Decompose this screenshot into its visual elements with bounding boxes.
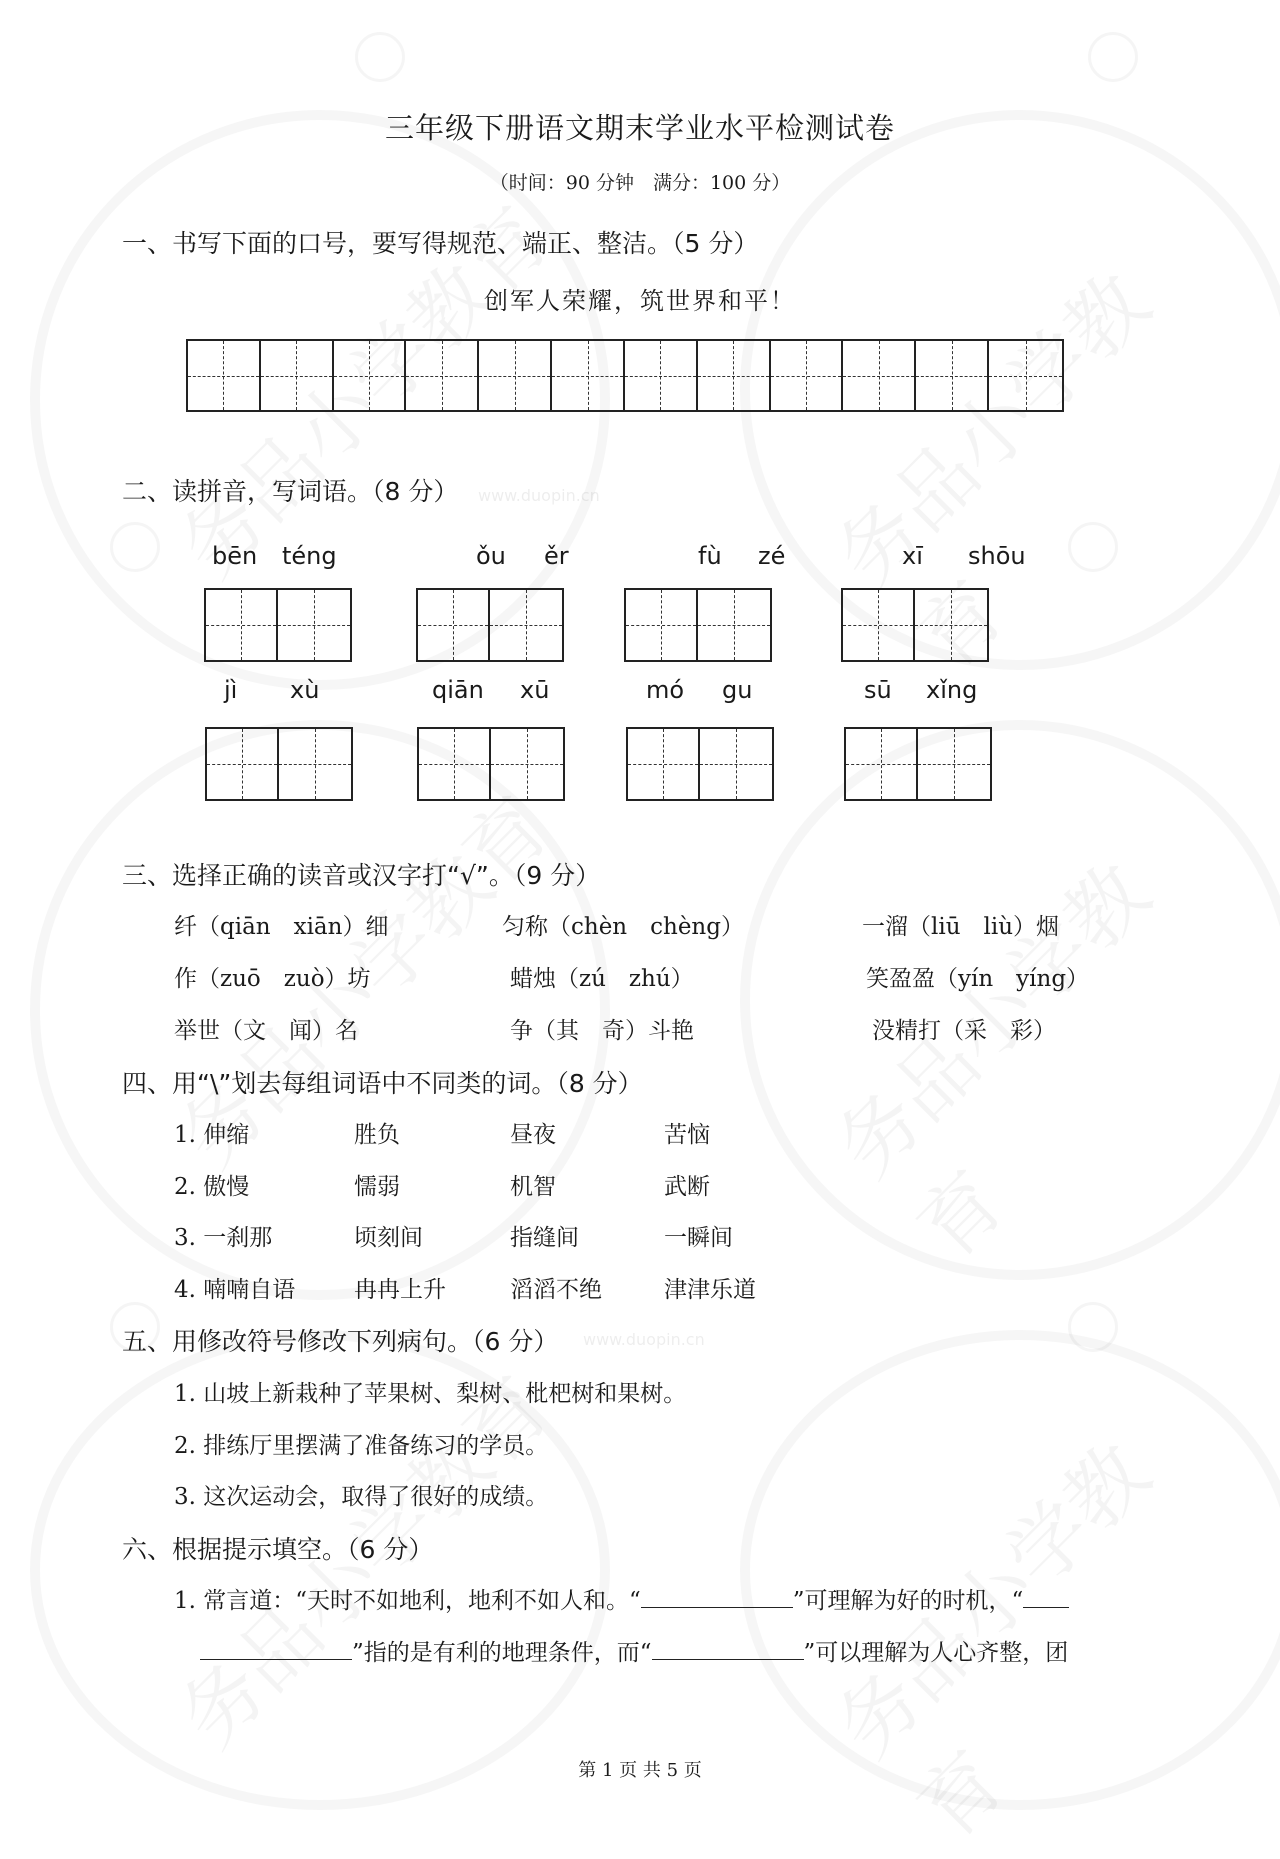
answer-grid[interactable] [844,727,992,801]
page-subtitle: （时间：90 分钟 满分：100 分） [489,172,791,194]
slogan: 创军人荣耀，筑世界和平！ [484,287,796,315]
grid-cell[interactable] [843,341,916,410]
pinyin: shōu [968,542,1026,570]
grid-cell[interactable] [843,590,915,660]
answer-grid[interactable] [204,588,352,662]
choice-item[interactable]: 举世（文 闻）名 [174,1018,358,1044]
pinyin: jì [224,676,238,704]
fill-blank[interactable] [1023,1585,1069,1608]
fill-blank[interactable] [200,1637,352,1660]
grid-cell[interactable] [419,729,491,799]
grid-cell[interactable] [261,341,334,410]
word-item[interactable]: 武断 [664,1174,710,1200]
watermark-site: www.duopin.cn [583,1330,705,1349]
answer-grid[interactable] [416,588,564,662]
word-item[interactable]: 胜负 [354,1122,400,1148]
pinyin: xī [902,542,923,570]
watermark-dot [1088,32,1138,82]
grid-cell[interactable] [698,590,770,660]
watermark-site: www.duopin.cn [478,486,600,505]
sentence-item[interactable]: 3. 这次运动会，取得了很好的成绩。 [174,1484,549,1510]
word-item[interactable]: 1. 伸缩 [174,1122,250,1148]
word-item[interactable]: 懦弱 [354,1174,400,1200]
word-item[interactable]: 滔滔不绝 [510,1277,602,1303]
pinyin: zé [758,542,786,570]
grid-cell[interactable] [279,729,351,799]
grid-cell[interactable] [626,590,698,660]
answer-grid[interactable] [205,727,353,801]
grid-cell[interactable] [628,729,700,799]
pinyin: xǐng [926,676,978,704]
grid-cell[interactable] [406,341,479,410]
fill-blank[interactable] [641,1585,793,1608]
fill-line [174,1582,1069,1615]
pinyin: téng [282,542,337,570]
pinyin: ǒu [476,542,506,570]
grid-cell[interactable] [491,729,563,799]
word-item[interactable]: 苦恼 [664,1122,710,1148]
choice-item[interactable]: 笑盈盈（yín yíng） [866,966,1090,992]
section5-heading: 五、用修改符号修改下列病句。（6 分） [122,1327,559,1356]
choice-item[interactable]: 蜡烛（zú zhú） [510,966,694,992]
word-item[interactable]: 顷刻间 [354,1225,423,1251]
word-item[interactable]: 机智 [510,1174,556,1200]
grid-cell[interactable] [698,341,771,410]
choice-item[interactable]: 匀称（chèn chèng） [502,914,744,940]
sentence-item[interactable]: 1. 山坡上新栽种了苹果树、梨树、枇杷树和果树。 [174,1381,687,1407]
choice-item[interactable]: 作（zuō zuò）坊 [174,966,371,992]
grid-cell[interactable] [552,341,625,410]
watermark-dot [1068,1302,1118,1352]
word-item[interactable]: 冉冉上升 [354,1277,446,1303]
pinyin: gu [722,676,753,704]
pinyin: mó [646,676,685,704]
pinyin: ěr [544,542,569,570]
pinyin: sū [864,676,892,704]
watermark-dot [110,522,160,572]
grid-cell[interactable] [771,341,844,410]
word-item[interactable]: 3. 一刹那 [174,1225,273,1251]
section6-heading: 六、根据提示填空。（6 分） [122,1535,434,1564]
word-item[interactable]: 一瞬间 [664,1225,733,1251]
grid-cell[interactable] [915,590,987,660]
fill-blank[interactable] [652,1637,804,1660]
grid-cell[interactable] [206,590,278,660]
fill-text: ”指的是有利的地理条件，而“ [352,1640,652,1666]
grid-cell[interactable] [207,729,279,799]
grid-cell[interactable] [625,341,698,410]
grid-cell[interactable] [918,729,990,799]
grid-cell[interactable] [418,590,490,660]
section2-heading: 二、读拼音，写词语。（8 分） [122,477,459,506]
pinyin: bēn [212,542,258,570]
answer-grid[interactable] [626,727,774,801]
watermark-dot [355,32,405,82]
grid-cell[interactable] [479,341,552,410]
section1-heading: 一、书写下面的口号，要写得规范、端正、整洁。（5 分） [122,229,759,258]
grid-cell[interactable] [490,590,562,660]
word-item[interactable]: 津津乐道 [664,1277,756,1303]
sentence-item[interactable]: 2. 排练厅里摆满了准备练习的学员。 [174,1433,549,1459]
choice-item[interactable]: 争（其 奇）斗艳 [510,1018,694,1044]
pinyin: xù [290,676,320,704]
word-item[interactable]: 4. 喃喃自语 [174,1277,296,1303]
answer-grid[interactable] [624,588,772,662]
page-title: 三年级下册语文期末学业水平检测试卷 [384,111,895,145]
choice-item[interactable]: 纤（qiān xiān）细 [174,914,389,940]
grid-cell[interactable] [334,341,407,410]
word-item[interactable]: 昼夜 [510,1122,556,1148]
fill-line [200,1634,1068,1667]
choice-item[interactable]: 一溜（liū liù）烟 [862,914,1060,940]
pinyin: fù [698,542,722,570]
grid-cell[interactable] [846,729,918,799]
word-item[interactable]: 2. 傲慢 [174,1174,250,1200]
grid-cell[interactable] [188,341,261,410]
section3-heading: 三、选择正确的读音或汉字打“√”。（9 分） [122,861,601,890]
section4-heading: 四、用“\”划去每组词语中不同类的词。（8 分） [122,1069,643,1098]
grid-cell[interactable] [916,341,989,410]
grid-cell[interactable] [700,729,772,799]
fill-text: 1. 常言道：“天时不如地利，地利不如人和。“ [174,1588,641,1614]
choice-item[interactable]: 没精打（采 彩） [872,1018,1056,1044]
answer-grid[interactable] [841,588,989,662]
page-number: 第 1 页 共 5 页 [578,1760,702,1781]
writing-grid[interactable] [186,339,1064,412]
grid-cell[interactable] [278,590,350,660]
answer-grid[interactable] [417,727,565,801]
pinyin: qiān [432,676,484,704]
grid-cell[interactable] [989,341,1062,410]
word-item[interactable]: 指缝间 [510,1225,579,1251]
fill-text: ”可以理解为人心齐整，团 [803,1640,1069,1666]
pinyin: xū [520,676,550,704]
fill-text: ”可理解为好的时机，“ [792,1588,1024,1614]
